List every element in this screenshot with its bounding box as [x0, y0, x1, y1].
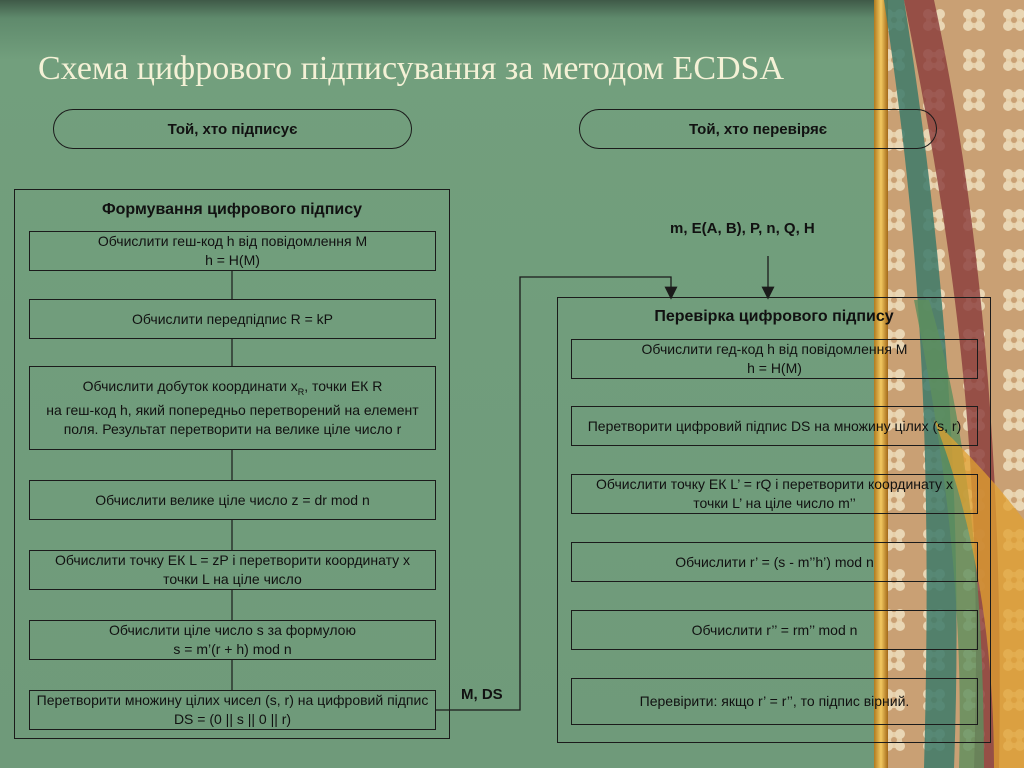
message-signature-label: M, DS [461, 686, 503, 703]
verification-step-3 [571, 474, 978, 514]
signing-step-7 [29, 690, 436, 730]
verification-step-5 [571, 610, 978, 650]
step-text: Обчислити велике ціле число z = dr mod n [95, 491, 370, 508]
step-text-tail: , точки ЕК R [304, 377, 383, 394]
step-text: Обчислити добуток координати x [82, 377, 298, 394]
step-text: Обчислити ціле число s за формулою [109, 622, 356, 638]
signing-step-3 [29, 366, 436, 450]
signing-step-2 [29, 299, 436, 339]
step-text: Обчислити передпідпис R = kP [131, 310, 334, 327]
step-text: Обчислити точку ЕК L’ = rQ і перетворити координату x точки L’ на ціле число m’’ [596, 476, 953, 511]
step-subscript: R [297, 386, 305, 397]
step-text: Обчислити точку ЕК L = zP і перетворити координату x точки L на ціле число [54, 552, 411, 587]
step-formula: h = H(M) [747, 360, 802, 376]
verification-panel-title: Перевірка цифрового підпису [654, 308, 894, 325]
step-text: Перетворити цифровий підпис DS на множину цілих (s, r) [587, 417, 962, 434]
signer-actor: Той, хто підписує [53, 109, 412, 149]
page-title: Схема цифрового підписування за методом ECDSA [38, 50, 785, 87]
step-text: Перетворити множину цілих чисел (s, r) на цифровий підпис DS = (0 || s || 0 || r) [36, 692, 429, 727]
verification-step-1 [571, 339, 978, 379]
verification-step-4 [571, 542, 978, 582]
signing-panel-title: Формування цифрового підпису [102, 201, 362, 218]
step-text: Обчислити r’ = (s - m’’h’) mod n [675, 553, 874, 570]
signing-step-4 [29, 480, 436, 520]
verifier-actor: Той, хто перевіряє [579, 109, 937, 149]
step-text: Обчислити геш-код h від повідомлення M [97, 233, 368, 249]
signing-step-1 [29, 231, 436, 271]
verification-step-6 [571, 678, 978, 725]
verification-step-2 [571, 406, 978, 446]
step-text: Обчислити гед-код h від повідомлення M [641, 341, 908, 357]
step-formula: h = H(M) [205, 252, 260, 268]
signing-step-6 [29, 620, 436, 660]
parameters-label: m, E(A, B), P, n, Q, H [670, 220, 815, 237]
signing-step-5 [29, 550, 436, 590]
step-formula: s = m’(r + h) mod n [173, 641, 292, 657]
step-text: Обчислити r’’ = rm’’ mod n [691, 621, 858, 638]
step-text: Перевірити: якщо r’ = r’’, то підпис вірний. [639, 693, 910, 709]
step-text-continued: на геш-код h, який попередньо перетворений на елемент поля. Результат перетворити на велике ціле число r [46, 402, 419, 438]
